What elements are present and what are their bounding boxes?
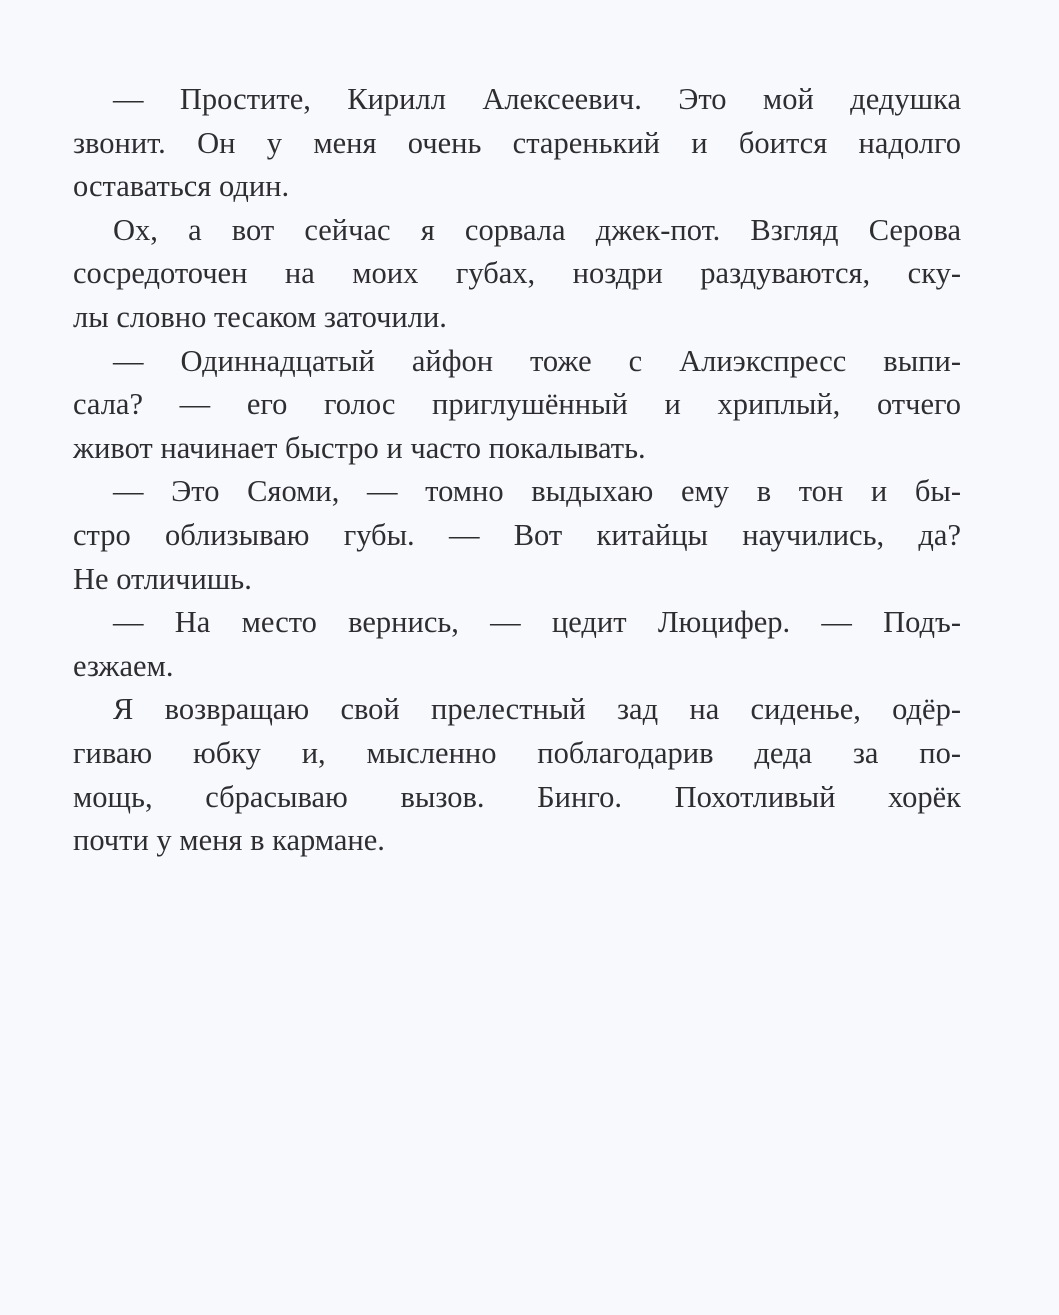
text-line: — Одиннадцатый айфон тоже с Алиэкспресс выпи- — [113, 343, 961, 378]
paragraph — [73, 688, 961, 862]
text-line: лы словно тесаком заточили. — [73, 299, 447, 334]
text-line: Я возвращаю свой прелестный зад на сиденье, одёр- — [113, 692, 961, 727]
text-line: езжаем. — [73, 648, 174, 683]
text-line: стро облизываю губы. — Вот китайцы научились, да? — [73, 517, 961, 552]
text-line: живот начинает быстро и часто покалывать. — [73, 430, 646, 465]
text-line: — Это Сяоми, — томно выдыхаю ему в тон и бы- — [113, 474, 961, 509]
text-line: гиваю юбку и, мысленно поблагодарив деда за по- — [73, 735, 961, 770]
text-line: сосредоточен на моих губах, ноздри раздуваются, ску- — [73, 256, 961, 291]
text-line: Не отличишь. — [73, 561, 252, 596]
body-text — [73, 78, 961, 863]
text-line: мощь, сбрасываю вызов. Бинго. Похотливый хорёк — [73, 779, 961, 814]
text-line: — Простите, Кирилл Алексеевич. Это мой дедушка — [113, 82, 961, 116]
text-line: сала? — его голос приглушённый и хриплый, отчего — [73, 387, 961, 422]
text-line: — На место вернись, — цедит Люцифер. — Подъ- — [113, 605, 961, 640]
text-line: Ох, а вот сейчас я сорвала джек-пот. Взгляд Серова — [113, 212, 961, 247]
text-line: почти у меня в кармане. — [73, 823, 385, 858]
paragraph — [73, 340, 961, 471]
paragraph — [73, 601, 961, 688]
paragraph — [73, 78, 961, 209]
text-line: оставаться один. — [73, 169, 290, 204]
paragraph — [73, 470, 961, 601]
text-line: звонит. Он у меня очень старенький и боится надолго — [73, 125, 961, 160]
paragraph — [73, 209, 961, 340]
